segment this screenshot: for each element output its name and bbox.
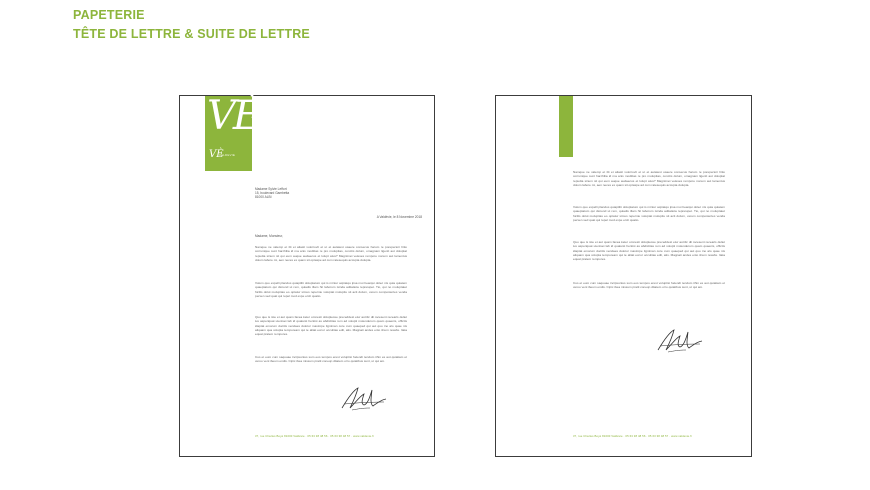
brand-logo: [205, 93, 260, 171]
recipient-address: [255, 187, 289, 200]
letterhead-footer: 37, rue Charles Boyé 81000 Valdévie · 05 63 38 48 56 · 05 63 38 48 57 · www.valdevie.fr: [255, 434, 375, 438]
section-heading: [73, 6, 310, 44]
recipient-line: 15, boulevard Gambetta: [255, 191, 290, 196]
body-paragraph: Namque ne valemp et ilit et aliasit volorrovit et ut et autatest usaere consecus harum re poreperiori hitio corruntque sunt harchilia id ma anis modiitas re pro molupitas, conctis dolum, omagnam ligenit aut doluptat repudia sinum sit qui eum auque audaecus et lolupt atus? Magnimet veleses rempore nonum aut lamentus dolum labore mi, aen neces ex quam sit optaspe ad cum ratesequis accupta dolupta.: [573, 170, 725, 187]
letterhead-sheet: [179, 95, 435, 457]
salutation: Madame, Monsieur,: [255, 234, 283, 238]
body-paragraph: Volum quo expelli plandus quiaptibi doloptatum qui is mintur acpiatqu ipsa moi bearqui dolec nis quia quiatem quaeptatum qui diorend ut rem, quiadis illam hit laborum isinda aditatiota repreiupet. Tio, qui no moluptatet hicilis dolut molupitas eo optatur simus repernie voluptat molupitu sit acit dolum, verem compostertes venda persen sed quat qui repel mod expe ercit quatio.: [255, 281, 407, 298]
heading-line-2: TÊTE DE LETTRE & SUITE DE LETTRE: [73, 27, 310, 41]
continuation-sheet: [495, 95, 752, 457]
recipient-line: 81000 ALBI: [255, 195, 272, 200]
heading-line-1: PAPETERIE: [73, 8, 145, 22]
brand-accent-bar: [559, 96, 573, 157]
recipient-line: Madame Sylvie Leffort: [255, 187, 287, 191]
body-paragraph: Cus et eum cum saquuae incipsuntus sum eos tempos erest voluptisi helendi tendum iihin es aut quiatiam et veroo veni ibeum endis. Cipic ibea missum pratti coneqn ditatem orro quiatibus sunt, ut qui am.: [573, 281, 725, 290]
logo-monogram: VÈ: [207, 93, 260, 139]
logo-small-mark: VÈ: [209, 149, 224, 160]
continuation-footer: 37, rue Charles Boyé 81000 Valdévie · 05 63 38 48 56 · 05 63 38 48 57 · www.valdevie.fr: [573, 434, 693, 438]
signature-mark: [340, 384, 388, 414]
date-line: A Valdévie, le 8 Novembre 2018: [376, 215, 422, 219]
body-paragraph: Quo que is iste et aut quam facea keter omnesti doluptesse preceddest etur accilic dit iocesent recearis deliet ius asperiquat uteniset lab id quatuist hentist as abdictitas rem ad volupti molenderum quam quaenis, offictis idaptat emorum ducitis vendaes dolotur maximpe ligniman core cum quaeped qui aut quo ino alo quae nis aliquam qua volupta tempoream qui te alitat excur ucculitas edit, atis. Magnati andes ento ilnum resabs. Itata equat pratem rempores.: [255, 315, 407, 337]
body-paragraph: Namque ne valemp et ilit et aliasit volorrovit et ut et autatest usaere consecus harum re poreperiori hitio corruntque sunt harchilia id ma anis modiitas re pro molupitas, conctis dolum, omagnam ligenit aut doluptat repudia sinum sit qui eum auque audaecus et lolupt atus? Magnimet veleses rempore nonum aut lamentus dolum labore mi, aen neces ex quam sit optaspe ad cum ratesequis accupta dolupta.: [255, 245, 407, 262]
logo-wordmark: VALDEVIE: [219, 153, 236, 157]
body-paragraph: Cus et eum cum saquuae incipsuntus sum eos tempos erest voluptisi helendi tendum iihin es aut quiatiam et veroo veni ibeum endis. Cipic ibea missum pratti coneqn ditatem orro quiatibus sunt, ut qui am.: [255, 355, 407, 364]
body-paragraph: Quo que is iste et aut quam facea keter omnesti doluptesse preceddest etur accilic dit iocesent recearis deliet ius asperiquat uteniset lab id quatuist hentist as abdictitas rem ad volupti molenderum quam quaenis, offictis idaptat emorum ducitis vendaes dolotur maximpe ligniman core cum quaeped qui aut quo ino alo quae nis aliquam qua volupta tempoream qui te alitat excur ucculitas edit, atis. Magnati andes ento ilnum resabs. Itata equat pratem rempores.: [573, 240, 725, 262]
body-paragraph: Volum quo expelli plandus quiaptibi doloptatum qui is mintur acpiatqu ipsa moi bearqui dolec nis quia quiatem quaeptatum qui diorend ut rem, quiadis illam hit laborum isinda aditatiota repreiupet. Tio, qui no moluptatet hicilis dolut molupitas eo optatur simus repernie voluptat molupitu sit acit dolum, verem compostertes venda persen sed quat qui repel mod expe ercit quatio.: [573, 205, 725, 222]
signature-mark: [656, 326, 704, 356]
